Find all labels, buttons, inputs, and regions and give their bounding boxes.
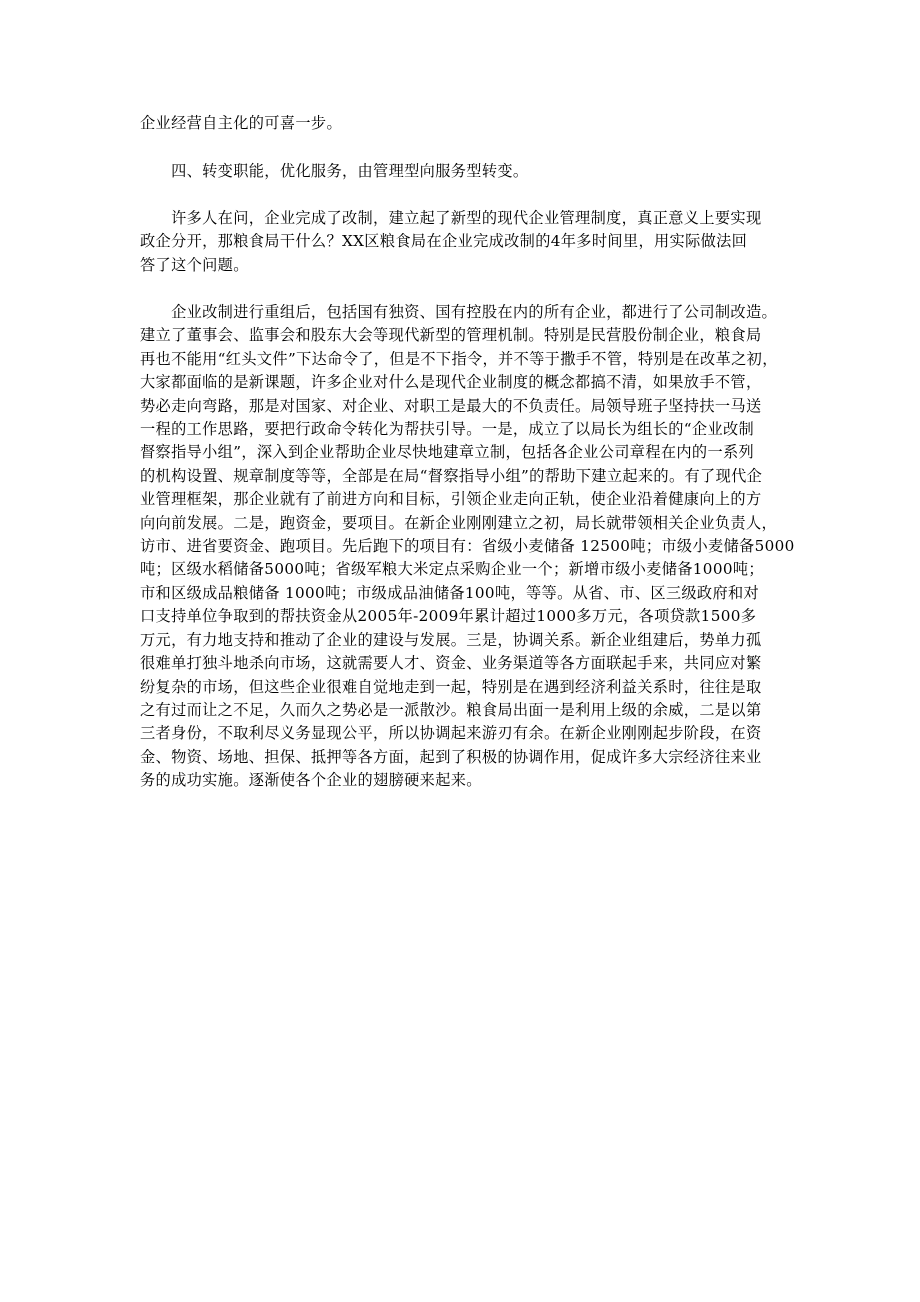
text-line: 业管理框架，那企业就有了前进方向和目标，引领企业走向正轨，使企业沿着健康向上的方 [140, 490, 762, 509]
text-line: 许多人在问，企业完成了改制，建立起了新型的现代企业管理制度，真正意义上要实现 [140, 209, 762, 227]
text-line: 再也不能用“红头文件”下达命令了，但是不下指令，并不等于撒手不管，特别是在改革之初， [140, 349, 778, 368]
text-line: 万元，有力地支持和推动了企业的建设与发展。三是，协调关系。新企业组建后，势单力孤 [140, 630, 762, 649]
text-line: 一程的工作思路，要把行政命令转化为帮扶引导。一是，成立了以局长为组长的“企业改制 [140, 420, 755, 439]
text-line: 市和区级成品粮储备 1000吨；市级成品油储备100吨，等等。从省、市、区三级政府和对 [140, 583, 760, 602]
section-heading: 四、转变职能，优化服务，由管理型向服务型转变。 [140, 162, 529, 180]
text-line: 务的成功实施。逐渐使各个企业的翅膀硬来起来。 [140, 771, 482, 790]
text-line: 督察指导小组”，深入到企业帮助企业尽快地建章立制，包括各企业公司章程在内的一系列 [140, 443, 755, 462]
text-line: 吨；区级水稻储备5000吨；省级军粮大米定点采购企业一个；新增市级小麦储备1000吨； [140, 560, 764, 579]
text-line: 向向前发展。二是，跑资金，要项目。在新企业刚刚建立之初，局长就带领相关企业负责人， [140, 513, 778, 532]
text-line: 口支持单位争取到的帮扶资金从2005年-2009年累计超过1000多万元，各项贷款1500多 [140, 607, 757, 626]
paragraph-question [140, 207, 798, 277]
text-line: 政企分开，那粮食局干什么？XX区粮食局在企业完成改制的4年多时间里，用实际做法回 [140, 232, 748, 251]
text-line: 纷复杂的市场，但这些企业很难自觉地走到一起，特别是在遇到经济利益关系时，往往是取 [140, 677, 762, 696]
paragraph-continuation [140, 112, 798, 135]
text-line: 答了这个问题。 [140, 255, 249, 274]
text-line: 建立了董事会、监事会和股东大会等现代新型的管理机制。特别是民营股份制企业，粮食局 [140, 326, 762, 345]
text-line: 的机构设置、规章制度等等，全部是在局“督察指导小组”的帮助下建立起来的。有了现代企 [140, 466, 763, 485]
text-line: 企业经营自主化的可喜一步。 [140, 114, 342, 132]
section-heading-paragraph [140, 160, 798, 183]
text-line: 三者身份，不取利尽义务显现公平，所以协调起来游刃有余。在新企业刚刚起步阶段，在资 [140, 724, 762, 743]
text-line: 金、物资、场地、担保、抵押等各方面，起到了积极的协调作用，促成许多大宗经济往来业 [140, 747, 762, 766]
text-line: 访市、进省要资金、跑项目。先后跑下的项目有：省级小麦储备 12500吨；市级小麦储备5000 [140, 537, 795, 556]
text-line: 很难单打独斗地杀向市场，这就需要人才、资金、业务渠道等各方面联起手来，共同应对繁 [140, 654, 762, 673]
text-line: 大家都面临的是新课题，许多企业对什么是现代企业制度的概念都搞不清，如果放手不管， [140, 373, 762, 392]
text-line: 企业改制进行重组后，包括国有独资、国有控股在内的所有企业，都进行了公司制改造。 [140, 303, 778, 321]
text-line: 势必走向弯路，那是对国家、对企业、对职工是最大的不负责任。局领导班子坚持扶一马送 [140, 396, 762, 415]
text-line: 之有过而让之不足，久而久之势必是一派散沙。粮食局出面一是利用上级的余威，二是以第 [140, 700, 762, 719]
paragraph-reform-details [140, 301, 798, 793]
